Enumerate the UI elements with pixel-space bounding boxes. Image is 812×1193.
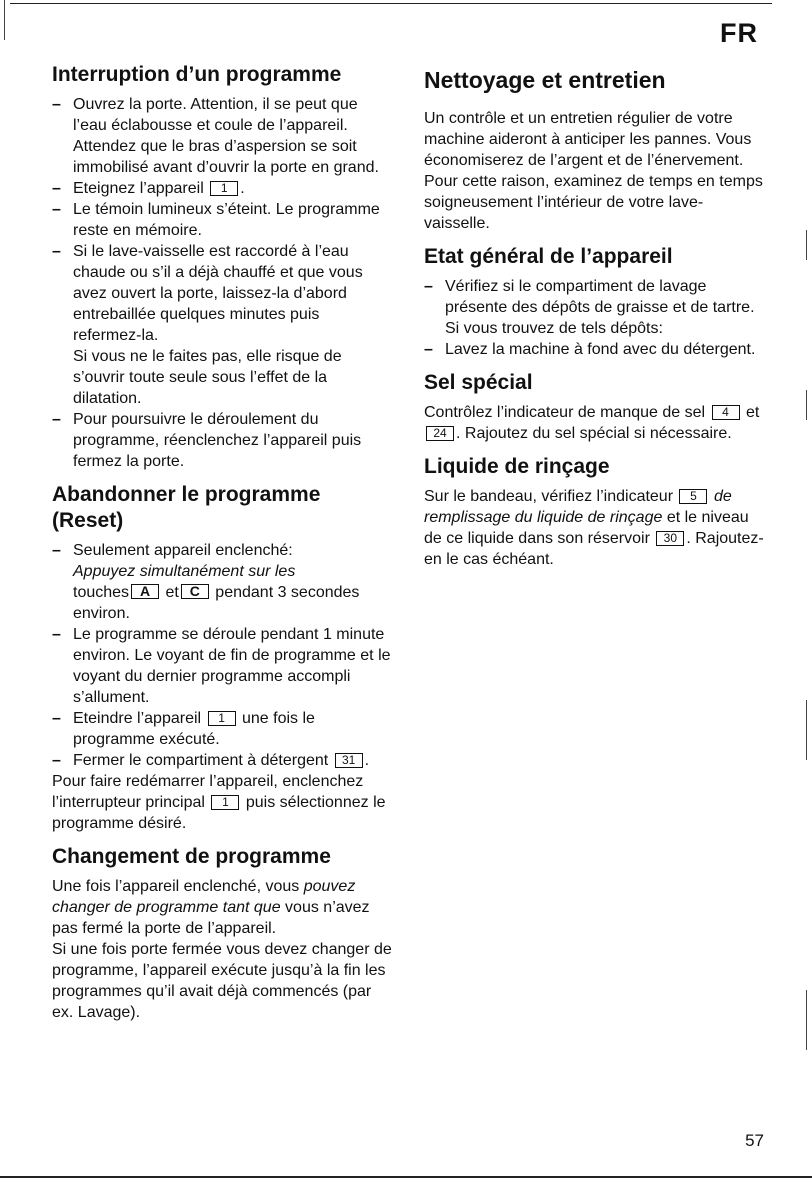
list-item: – Le témoin lumineux s’éteint. Le programme reste en mémoire.	[52, 199, 392, 241]
change-paragraph-2: Si une fois porte fermée vous devez changer de programme, l’appareil exécute jusqu’à la fin les programmes qu’il avait déjà commencés (par ex. Lavage).	[52, 941, 392, 1021]
reset-list	[52, 540, 392, 771]
heading-reset: Abandonner le programme (Reset)	[52, 483, 321, 532]
list-item: – Ouvrez la porte. Attention, il se peut que l’eau éclabousse et coule de l’appareil. Attendez que le bras d’aspersion se soit immobilisé avant d’ouvrir la porte en grand.	[52, 94, 392, 178]
cleaning-paragraph: Un contrôle et un entretien régulier de votre machine aideront à anticiper les pannes. Vous économiserez de l’argent et de l’énervement. Pour cette raison, examinez de temps en temps soigneusement l’intérieur de votre lave-vaisselle.	[424, 110, 763, 232]
list-item: – Fermer le compartiment à détergent 31 .	[52, 750, 392, 771]
margin-mark	[806, 990, 807, 1050]
top-rule	[10, 3, 772, 4]
section-interruption	[52, 62, 392, 472]
key-4: 4	[712, 405, 740, 420]
margin-mark	[806, 700, 807, 760]
change-paragraph-1: Une fois l’appareil enclenché, vous pouvez changer de programme tant que vous n’avez pas fermé la porte de l’appareil.	[52, 878, 370, 937]
left-column	[52, 62, 392, 1033]
key-c: C	[181, 584, 209, 599]
margin-mark	[806, 390, 807, 420]
key-31: 31	[335, 753, 363, 768]
rinse-paragraph: Sur le bandeau, vérifiez l’indicateur 5 de remplissage du liquide de rinçage et le niveau de ce liquide dans son réservoir 30 . Rajoutez-en le cas échéant.	[424, 488, 764, 568]
section-general-state	[424, 244, 764, 360]
key-30: 30	[656, 531, 684, 546]
interruption-list	[52, 94, 392, 472]
page-number: 57	[745, 1131, 764, 1150]
bottom-rule	[0, 1176, 812, 1178]
heading-rinse: Liquide de rinçage	[424, 455, 610, 478]
heading-interruption: Interruption d’un programme	[52, 63, 342, 86]
key-a: A	[131, 584, 159, 599]
key-1: 1	[210, 181, 238, 196]
section-reset	[52, 482, 392, 834]
section-cleaning	[424, 66, 764, 234]
list-item: – Eteignez l’appareil 1 .	[52, 178, 392, 199]
salt-paragraph: Contrôlez l’indicateur de manque de sel 4 et 24 . Rajoutez du sel spécial si nécessaire.	[424, 404, 760, 442]
section-change	[52, 844, 392, 1023]
list-item: – Lavez la machine à fond avec du détergent.	[424, 339, 764, 360]
list-item: – Pour poursuivre le déroulement du programme, réenclenchez l’appareil puis fermez la porte.	[52, 409, 392, 472]
restart-paragraph: Pour faire redémarrer l’appareil, enclenchez l’interrupteur principal 1 puis sélectionnez le programme désiré.	[52, 773, 386, 832]
list-item: – Eteindre l’appareil 1 une fois le programme exécuté.	[52, 708, 392, 750]
heading-general-state: Etat général de l’appareil	[424, 245, 673, 268]
heading-salt: Sel spécial	[424, 371, 533, 394]
section-salt	[424, 370, 764, 444]
list-item: – Vérifiez si le compartiment de lavage présente des dépôts de graisse et de tartre. Si vous trouvez de tels dépôts:	[424, 276, 764, 339]
key-1: 1	[211, 795, 239, 810]
margin-mark	[4, 0, 5, 40]
right-column	[424, 66, 764, 580]
list-item: – Le programme se déroule pendant 1 minute environ. Le voyant de fin de programme et le voyant du dernier programme accompli s’allument.	[52, 624, 392, 708]
list-item: – Si le lave-vaisselle est raccordé à l’eau chaude ou s’il a déjà chauffé et que vous avez ouvert la porte, laissez-la d’abord entrebaillée quelques minutes puis refermez-la. Si vous ne le faites pas, elle risque de s’ouvrir toute seule sous l’effet de la dilatation.	[52, 241, 392, 409]
general-state-list	[424, 276, 764, 360]
margin-mark	[806, 230, 807, 260]
language-badge: FR	[720, 18, 758, 48]
key-24: 24	[426, 426, 454, 441]
key-1: 1	[208, 711, 236, 726]
key-5: 5	[679, 489, 707, 504]
heading-cleaning: Nettoyage et entretien	[424, 67, 666, 93]
section-rinse	[424, 454, 764, 570]
heading-change: Changement de programme	[52, 845, 331, 868]
list-item: – Seulement appareil enclenché: Appuyez simultanément sur les touches A et C pendant 3 secondes environ.	[52, 540, 392, 624]
